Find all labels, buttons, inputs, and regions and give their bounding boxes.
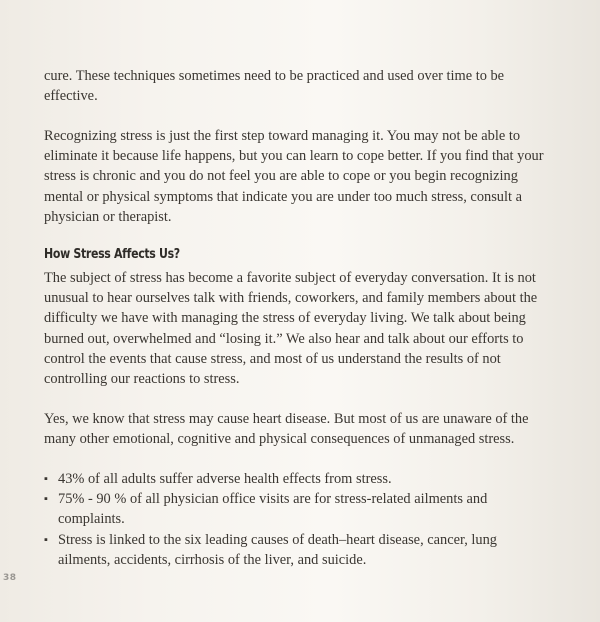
section-heading: How Stress Affects Us?: [44, 247, 180, 262]
list-item: [44, 489, 544, 529]
list-item-text: Stress is linked to the six leading causes of death–heart disease, cancer, lung ailments, accidents, cirrhosis of the liver, and suicide.: [58, 531, 498, 568]
list-item-text: 75% - 90 % of all physician office visits are for stress-related ailments and complaints.: [58, 491, 488, 528]
list-item-text: 43% of all adults suffer adverse health effects from stress.: [58, 471, 392, 487]
bullet-icon: ▪: [44, 533, 48, 546]
bullet-icon: ▪: [44, 473, 48, 485]
bullet-icon: ▪: [44, 493, 48, 506]
paragraph-intro: cure. These techniques sometimes need to be practiced and used over time to be effective.: [44, 68, 505, 105]
list-item: [44, 469, 544, 489]
paragraph-heart-disease: Yes, we know that stress may cause heart disease. But most of us are unaware of the many other emotional, cognitive and physical consequences of unmanaged stress.: [44, 411, 529, 448]
stress-facts-list: [44, 469, 544, 570]
list-item: [44, 530, 544, 570]
paragraph-recognizing-stress: Recognizing stress is just the first step toward managing it. You may not be able to eliminate it because life happens, but you can learn to cope better. If you find that your stress is chronic and you do not feel you are able to cope or you begin recognizing mental or physical symptoms that indicate you are under too much stress, consult a physician or therapist.: [44, 128, 544, 225]
page-number: 38: [3, 573, 17, 583]
paragraph-subject-of-stress: The subject of stress has become a favorite subject of everyday conversation. It is not unusual to hear ourselves talk with friends, coworkers, and family members about the difficulty we have with managing the stress of everyday living. We talk about being burned out, overwhelmed and “losing it.” We also hear and talk about our efforts to control the events that cause stress, and most of us understand the results of not controlling our reactions to stress.: [44, 270, 538, 388]
